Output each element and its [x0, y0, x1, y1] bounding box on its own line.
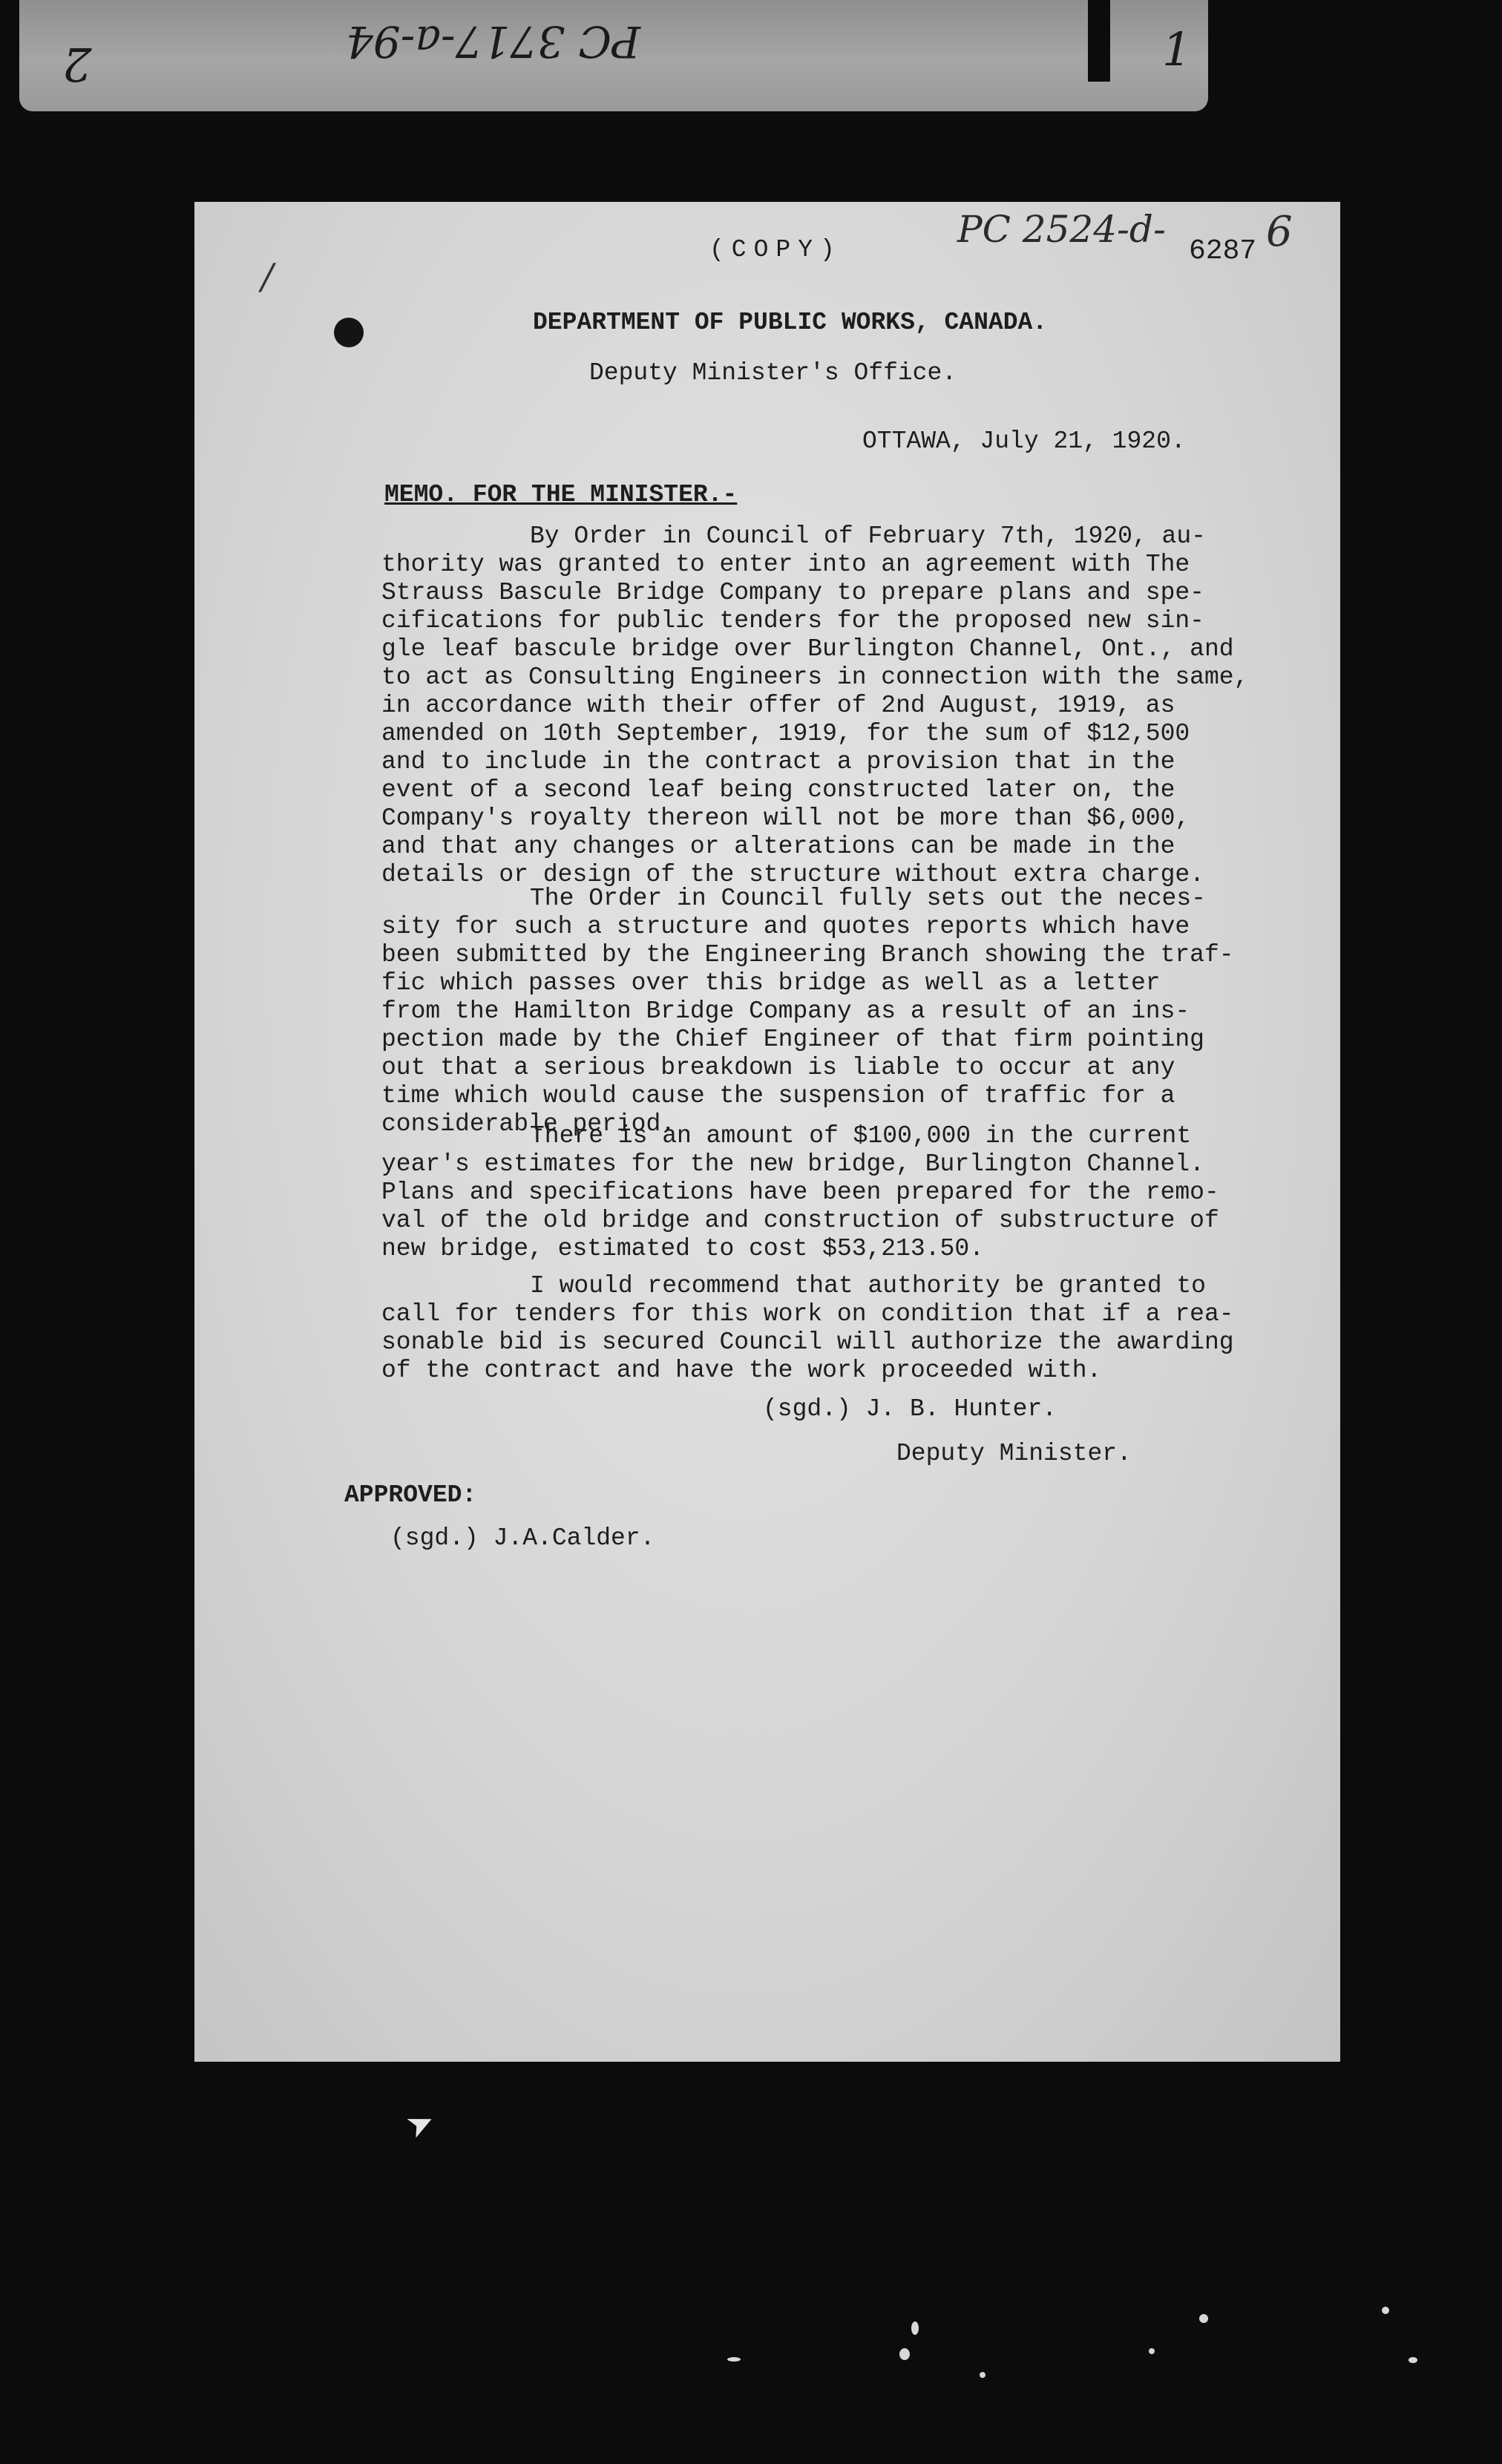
paragraph-line: Company's royalty thereon will not be more than $6,000, [381, 805, 1190, 832]
film-notch [1088, 0, 1110, 82]
paragraph-line: fic which passes over this bridge as well as a letter [381, 969, 1161, 997]
approver-signature: (sgd.) J.A.Calder. [390, 1524, 655, 1552]
file-number: 6287 [1189, 235, 1257, 267]
paragraph-line: and to include in the contract a provision that in the [381, 748, 1175, 776]
paragraph-line: Plans and specifications have been prepared for the remo- [381, 1179, 1219, 1206]
film-speck [1149, 2348, 1155, 2354]
paragraph-line: to act as Consulting Engineers in connection with the same, [381, 663, 1249, 691]
paragraph-line: considerable period. [381, 1110, 676, 1138]
approved-label: APPROVED: [344, 1481, 477, 1509]
paragraph-line: in accordance with their offer of 2nd August, 1919, as [381, 692, 1175, 719]
paragraph-line: time which would cause the suspension of traffic for a [381, 1082, 1175, 1110]
film-scratch: ➤ [399, 2100, 441, 2147]
paragraph-order-in-council [381, 522, 1249, 889]
paragraph-line: out that a serious breakdown is liable to occur at any [381, 1054, 1175, 1081]
paragraph-line: new bridge, estimated to cost $53,213.50. [381, 1235, 984, 1262]
paragraph-line: call for tenders for this work on condition that if a rea- [381, 1300, 1234, 1328]
memo-page [194, 202, 1340, 2062]
memo-heading: MEMO. FOR THE MINISTER.- [384, 481, 738, 508]
paragraph-line: cifications for public tenders for the proposed new sin- [381, 607, 1204, 635]
handwritten-reference: PC 2524-d- [957, 208, 1166, 251]
paragraph-line: pection made by the Chief Engineer of that firm pointing [381, 1026, 1204, 1053]
signature-title: Deputy Minister. [896, 1440, 1132, 1467]
paragraph-line: gle leaf bascule bridge over Burlington Channel, Ont., and [381, 635, 1234, 663]
paragraph-line: event of a second leaf being constructed later on, the [381, 776, 1175, 804]
paragraph-recommendation [381, 1272, 1234, 1385]
paragraph-line: The Order in Council fully sets out the neces- [530, 885, 1206, 912]
upside-down-reference: PC 3717-a-94 [346, 16, 641, 67]
paragraph-line: I would recommend that authority be granted to [530, 1272, 1206, 1300]
paragraph-estimates [381, 1122, 1220, 1263]
signature: (sgd.) J. B. Hunter. [763, 1395, 1057, 1423]
paragraph-line: sity for such a structure and quotes reports which have [381, 913, 1190, 940]
paragraph-line: and that any changes or alterations can be made in the [381, 833, 1175, 860]
film-speck [1408, 2357, 1417, 2363]
paragraph-line: There is an amount of $100,000 in the current [530, 1122, 1192, 1150]
film-speck [899, 2348, 910, 2360]
film-speck [1199, 2314, 1208, 2323]
film-speck [980, 2372, 986, 2378]
paragraph-line: details or design of the structure without extra charge. [381, 861, 1204, 888]
department-heading: DEPARTMENT OF PUBLIC WORKS, CANADA. [533, 309, 1048, 336]
paragraph-line: of the contract and have the work proceeded with. [381, 1357, 1102, 1384]
paragraph-line: been submitted by the Engineering Branch showing the traf- [381, 941, 1234, 969]
film-speck [727, 2357, 741, 2362]
office-heading: Deputy Minister's Office. [589, 359, 957, 387]
date-line: OTTAWA, July 21, 1920. [862, 427, 1186, 455]
paragraph-line: By Order in Council of February 7th, 1920, au- [530, 522, 1206, 550]
paragraph-line: val of the old bridge and construction of substructure of [381, 1207, 1219, 1234]
paragraph-line: from the Hamilton Bridge Company as a result of an ins- [381, 997, 1190, 1025]
top-right-mark: 1 [1162, 22, 1192, 76]
paragraph-line: amended on 10th September, 1919, for the sum of $12,500 [381, 720, 1190, 747]
paragraph-line: thority was granted to enter into an agreement with The [381, 551, 1190, 578]
previous-page-edge [19, 0, 1208, 111]
film-speck [1382, 2307, 1389, 2314]
handwritten-page-number: 6 [1266, 208, 1293, 256]
paragraph-line: year's estimates for the new bridge, Burlington Channel. [381, 1150, 1204, 1178]
margin-mark: / [261, 256, 274, 298]
punch-hole [334, 318, 364, 347]
copy-mark: (COPY) [709, 236, 842, 263]
paragraph-necessity [381, 885, 1234, 1138]
upside-down-mark: 2 [62, 37, 92, 91]
paragraph-line: sonable bid is secured Council will authorize the awarding [381, 1328, 1234, 1356]
film-speck [911, 2322, 919, 2335]
paragraph-line: Strauss Bascule Bridge Company to prepare plans and spe- [381, 579, 1204, 606]
